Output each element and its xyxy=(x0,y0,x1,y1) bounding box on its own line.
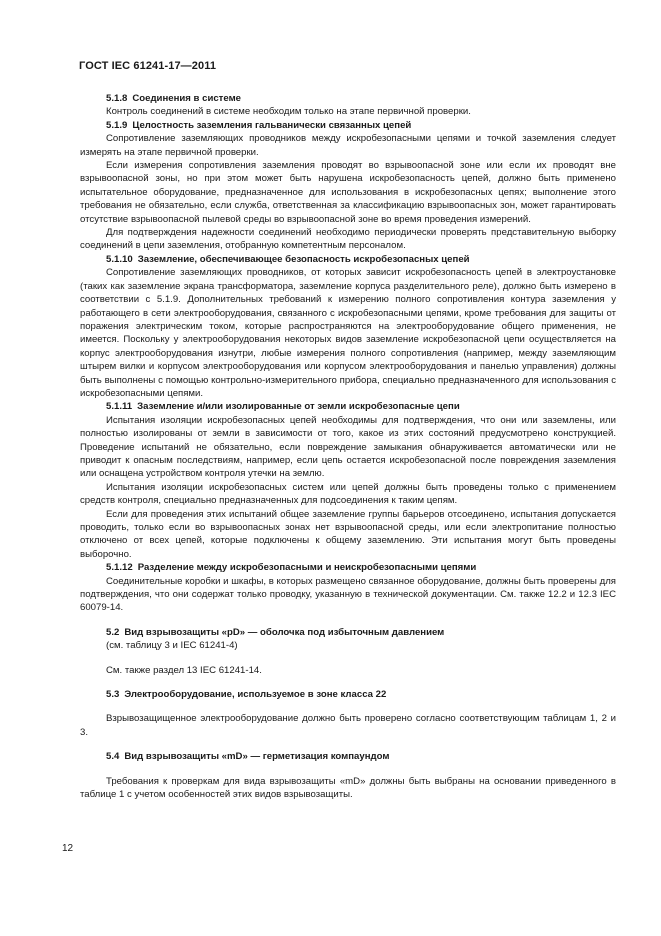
document-header: ГОСТ IEC 61241-17—2011 xyxy=(79,60,217,72)
section-number: 5.1.8 xyxy=(106,93,128,104)
section-heading xyxy=(80,626,616,639)
section-number: 5.3 xyxy=(106,689,120,701)
section-number: 5.1.12 xyxy=(106,562,133,574)
section-heading xyxy=(80,561,616,574)
paragraph: Взрывозащищенное электрооборудование должно быть проверено согласно соответствующим таблицам 1, 2 и 3. xyxy=(80,713,616,738)
paragraph: Сопротивление заземляющих проводников между искробезопасными цепями и точкой заземления следует измерять на этапе первичной проверки. xyxy=(80,133,616,158)
paragraph: Испытания изоляции искробезопасных цепей необходимы для подтверждения, что они или заземлены, или полностью изолированы от земли в зависимости от того, какое из этих состояний предусмотрено конструкцией. Проведение испытаний не обязательно, если повреждение замыкания обнаруживается автоматически или не приводит к опасным последствиям, например, если цепь остается искробезопасной после повреждения заземления или оснащена устройством контроля утечки на землю. xyxy=(80,414,616,480)
section-title: Заземление и/или изолированные от земли искробезопасные цепи xyxy=(137,401,460,413)
paragraph: Требования к проверкам для вида взрывозащиты «mD» должны быть выбраны на основании приведенного в таблице 1 с учетом особенностей этих видов взрывозащиты. xyxy=(80,775,616,801)
document-body xyxy=(80,92,616,802)
section-title: Вид взрывозащиты «pD» — оболочка под избыточным давлением xyxy=(124,626,445,638)
section-number: 5.1.9 xyxy=(106,119,128,131)
section-heading xyxy=(80,92,616,105)
section-number: 5.4 xyxy=(106,751,120,763)
paragraph: Испытания изоляции искробезопасных систем или цепей должны быть проведены только с применением средств контроля, специально предназначенных для подсоединения к таким цепям. xyxy=(80,481,616,507)
section-title: Электрооборудование, используемое в зоне класса 22 xyxy=(124,689,387,701)
section-number: 5.2 xyxy=(106,626,120,638)
paragraph: Для подтверждения надежности соединений необходимо периодически проверять представительную выборку соединений в цепи заземления, отобранную компетентным персоналом. xyxy=(80,227,616,252)
section-title: Целостность заземления гальванически связанных цепей xyxy=(132,119,412,131)
section-heading xyxy=(80,400,616,413)
section-title: Заземление, обеспечивающее безопасность искробезопасных цепей xyxy=(137,253,470,265)
paragraph: Контроль соединений в системе необходим только на этапе первичной проверки. xyxy=(106,106,471,118)
section-heading xyxy=(80,253,616,266)
paragraph: Если для проведения этих испытаний общее заземление группы барьеров отсоединено, испытания допускается проводить, только если во взрывоопасных зонах нет взрывоопасной среды, или если электропитание полностью отключено от всех цепей, которые подключены к общему заземлению. Эти испытания могут быть проведены выборочно. xyxy=(80,508,616,560)
section-title: Вид взрывозащиты «mD» — герметизация компаундом xyxy=(124,751,390,763)
paragraph: Если измерения сопротивления заземления проводят во взрывоопасной зоне или если их проводят вне взрывоопасной зоны, но при этом может быть нарушена искробезопасность цепей, должно быть применено испытательное оборудование, предназначенное для использования в искробезопасных цепях; выполнение этого требования не обязательно, если служба, ответственная за классификацию взрывоопасных зон, может гарантировать отсутствие взрывоопасной пылевой среды во взрывоопасной зоне во время проведения измерений. xyxy=(80,160,616,225)
section-heading xyxy=(80,750,616,763)
section-heading xyxy=(80,688,616,701)
paragraph: Сопротивление заземляющих проводников, от которых зависит искробезопасность цепей в электроустановке (таких как заземление экрана трансформатора, заземление корпуса разделительного реле), должно быть измерено в соответствии с 5.1.9. Дополнительных требований к измерению полного сопротивления контура заземления у работающего в сети электрооборудования, связанного с искробезопасными цепями, кроме требования для защиты от поражения электрическим током, которые распространяются на электрооборудование общего применения, не имеется. Поскольку у электрооборудования некоторых видов заземление искробезопасной цепи осуществляется на корпус электрооборудования изнутри, любые измерения полного сопротивления (например, между заземляющим штырем вилки и корпусом электрооборудования или корпусом электрооборудования и панелью управления) должны быть выполнены с помощью контрольно-измерительного прибора, специально предназначенного для использования с искробезопасными цепями. xyxy=(80,267,616,399)
paragraph: Соединительные коробки и шкафы, в которых размещено связанное оборудование, должны быть проверены для подтверждения, что они содержат только проводку, указанную в технической документации. См. также 12.2 и 12.3 IEC 60079-14. xyxy=(80,575,616,614)
section-heading xyxy=(80,119,616,132)
section-title: Разделение между искробезопасными и неискробезопасными цепями xyxy=(137,562,477,574)
page-number: 12 xyxy=(62,843,74,854)
section-number: 5.1.11 xyxy=(106,401,133,413)
section-number: 5.1.10 xyxy=(106,253,133,265)
section-title: Соединения в системе xyxy=(132,93,242,104)
paragraph: См. также раздел 13 IEC 61241-14. xyxy=(106,664,262,676)
section-subtitle: (см. таблицу 3 и IEC 61241-4) xyxy=(106,640,238,652)
